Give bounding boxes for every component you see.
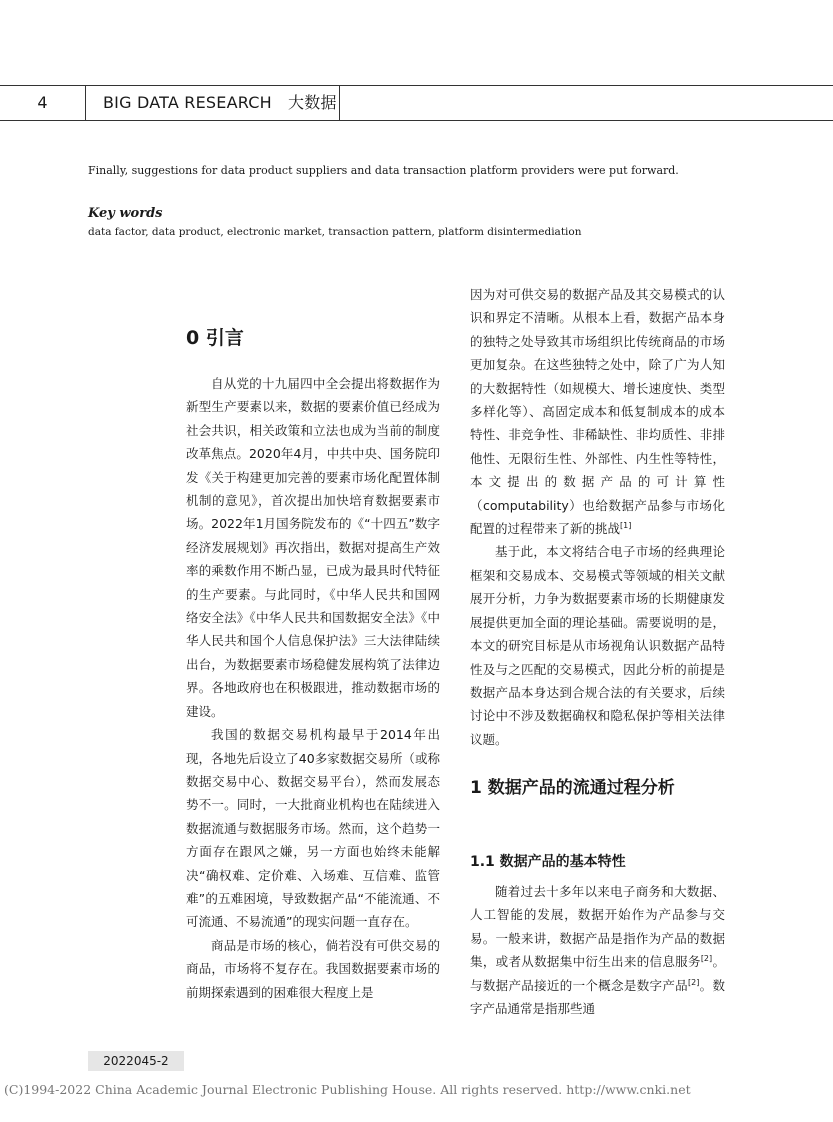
citation: [2] xyxy=(687,977,700,987)
page-number: 4 xyxy=(37,93,48,112)
subsection-1-1-heading: 1.1 数据产品的基本特性 xyxy=(470,854,626,870)
paragraph-text: 。数字产品通常是指那些通 xyxy=(470,977,725,1017)
citation: [1] xyxy=(620,520,632,530)
right-column-top xyxy=(470,283,725,751)
keywords-text: data factor, data product, electronic market, transaction pattern, platform disintermediation xyxy=(88,226,582,238)
citation: [2] xyxy=(700,954,713,964)
paragraph xyxy=(470,880,725,1020)
paragraph: 自从党的十九届四中全会提出将数据作为新型生产要素以来，数据的要素价值已经成为社会共识，相关政策和立法也成为当前的制度改革焦点。2020年4月，中共中央、国务院印发《关于构建更加完善的要素市场化配置体制机制的意见》，首次提出加快培育数据要素市场。2022年1月国务院发布的《“十四五”数字经济发展规划》再次指出，数据对提高生产效率的乘数作用不断凸显，已成为最具时代特征的生产要素。与此同时，《中华人民共和国网络安全法》《中华人民共和国数据安全法》《中华人民共和国个人信息保护法》三大法律陆续出台，为数据要素市场稳健发展构筑了法律边界。各地政府也在积极跟进，推动数据市场的建设。 xyxy=(186,376,440,719)
abstract-tail: Finally, suggestions for data product suppliers and data transaction platform providers were put forward. xyxy=(88,164,679,177)
paragraph-text: 。与数据产品接近的一个概念是数字产品 xyxy=(470,954,725,993)
header-divider-end xyxy=(339,86,340,120)
right-column-bottom xyxy=(470,880,725,1020)
copyright-line: (C)1994-2022 China Academic Journal Electronic Publishing House. All rights reserved. http://www.cnki.net xyxy=(4,1082,691,1097)
journal-title: BIG DATA RESEARCH 大数据 xyxy=(103,93,337,112)
paragraph-text: 因为对可供交易的数据产品及其交易模式的认识和界定不清晰。从根本上看，数据产品本身的独特之处导致其市场组织比传统商品的市场更加复杂。在这些独特之处中，除了广为人知的大数据特性（如规模大、增长速度快、类型多样化等）、高固定成本和低复制成本的成本特性、非竞争性、非稀缺性、非均质性、非排他性、无限衍生性、外部性、内生性等特性，本文提出的数据产品的可计算性（computability）也给数据产品参与市场化配置的过程带来了新的挑战 xyxy=(470,287,725,537)
paragraph: 商品是市场的核心，倘若没有可供交易的商品，市场将不复存在。我国数据要素市场的前期探索遇到的困难很大程度上是 xyxy=(186,937,440,1000)
section-0-heading: 0 引言 xyxy=(186,327,244,349)
paragraph-text: 随着过去十多年以来电子商务和大数据、人工智能的发展，数据开始作为产品参与交易。一般来讲，数据产品是指作为产品的数据集，或者从数据集中衍生出来的信息服务 xyxy=(470,884,725,970)
document-id-badge: 2022045-2 xyxy=(88,1051,184,1071)
keywords-heading: Key words xyxy=(88,206,163,221)
paragraph: 基于此，本文将结合电子市场的经典理论框架和交易成本、交易模式等领域的相关文献展开分析，力争为数据要素市场的长期健康发展提供更加全面的理论基础。需要说明的是，本文的研究目标是从市场视角认识数据产品特性及与之匹配的交易模式，因此分析的前提是数据产品本身达到合规合法的有关要求，后续讨论中不涉及数据确权和隐私保护等相关法律议题。 xyxy=(470,544,725,747)
running-header xyxy=(0,85,833,121)
header-divider xyxy=(85,86,86,120)
left-column xyxy=(186,372,440,1004)
section-1-heading: 1 数据产品的流通过程分析 xyxy=(470,778,675,798)
paragraph: 我国的数据交易机构最早于2014年出现，各地先后设立了40多家数据交易所（或称数据交易中心、数据交易平台），然而发展态势不一。同时，一大批商业机构也在陆续进入数据流通与数据服务市场。然而，这个趋势一方面存在跟风之嫌，另一方面也始终未能解决“确权难、定价难、入场难、互信难、监管难”的五难困境，导致数据产品“不能流通、不可流通、不易流通”的现实问题一直存在。 xyxy=(186,727,440,930)
paragraph-continued xyxy=(470,283,725,540)
